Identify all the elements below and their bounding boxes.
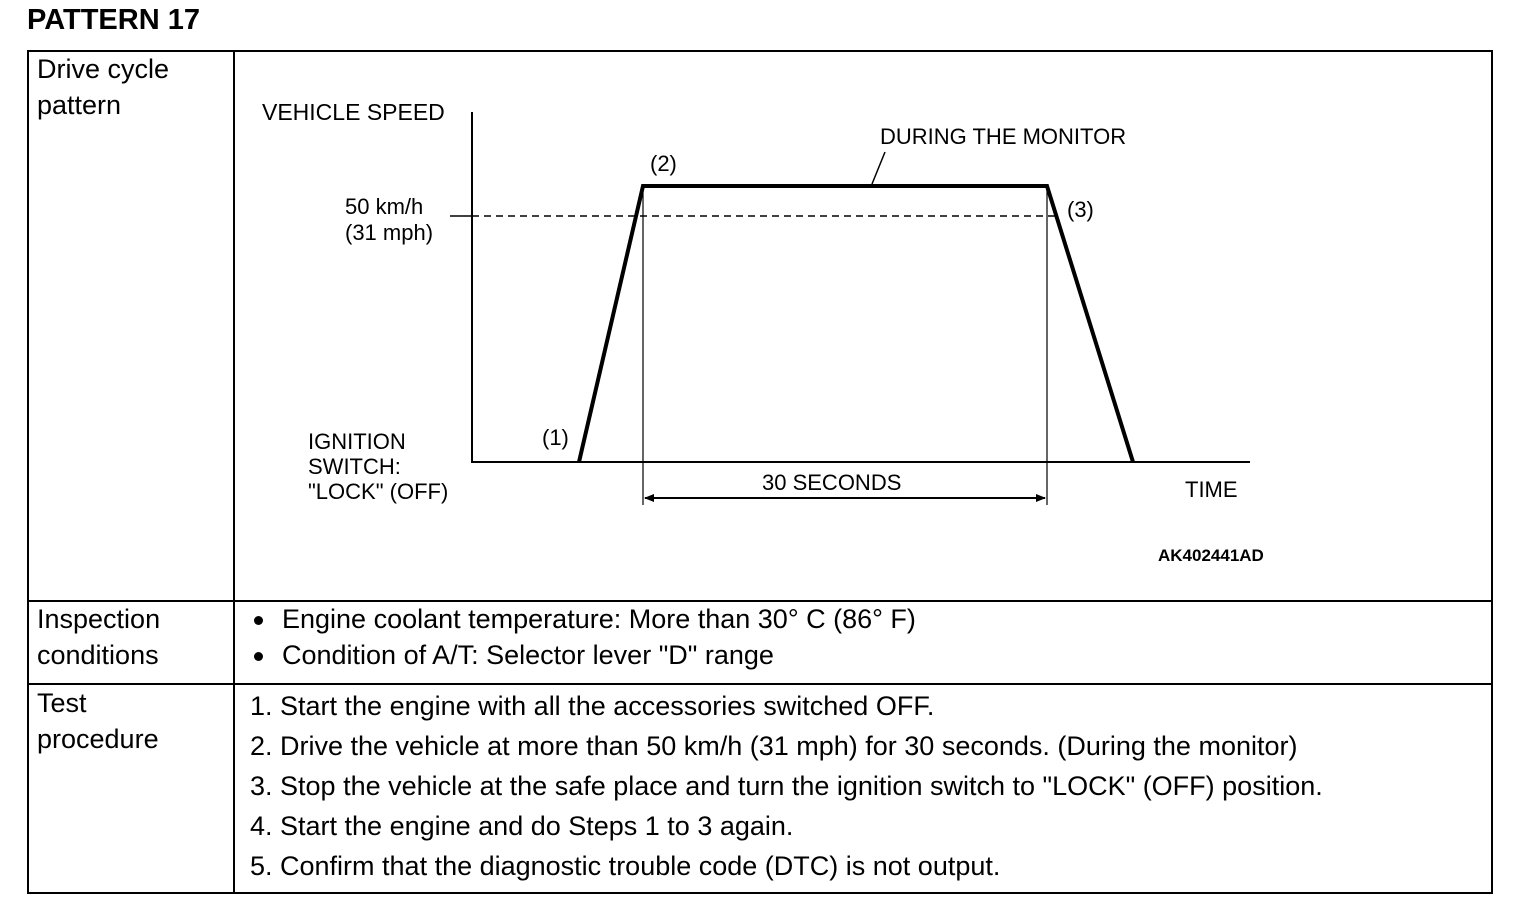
point-2-label: (2)	[650, 151, 677, 176]
list-item: 1. Start the engine with all the accessories switched OFF.	[250, 691, 935, 721]
monitor-label: DURING THE MONITOR	[880, 124, 1127, 149]
inspection-conditions-label: Inspection conditions	[37, 604, 161, 670]
list-item: 5. Confirm that the diagnostic trouble code (DTC) is not output.	[250, 851, 1001, 881]
point-1-label: (1)	[542, 425, 569, 450]
page-title: PATTERN 17	[27, 4, 200, 36]
point-3-label: (3)	[1067, 197, 1094, 222]
row-divider	[27, 683, 1493, 685]
drive-cycle-diagram	[235, 52, 1491, 598]
list-item: 2. Drive the vehicle at more than 50 km/h (31 mph) for 30 seconds. (During the monitor)	[250, 731, 1298, 761]
test-procedure-label: Test procedure	[37, 688, 159, 754]
list-item: 3. Stop the vehicle at the safe place and turn the ignition switch to "LOCK" (OFF) position.	[250, 771, 1323, 801]
drive-cycle-label: Drive cycle pattern	[37, 54, 170, 120]
list-item: 4. Start the engine and do Steps 1 to 3 again.	[250, 811, 794, 841]
list-item: Engine coolant temperature: More than 30° C (86° F)	[250, 601, 916, 637]
ignition-label-line3: "LOCK" (OFF)	[308, 479, 449, 504]
figure-code: AK402441AD	[1158, 546, 1264, 565]
x-axis-label: TIME	[1185, 477, 1238, 502]
speed-profile-line	[579, 186, 1133, 462]
ignition-label-line2: SWITCH:	[308, 454, 401, 479]
duration-label: 30 SECONDS	[762, 470, 902, 495]
inspection-conditions-list	[250, 601, 916, 673]
speed-value-kmh: 50 km/h	[345, 194, 424, 219]
monitor-leader-line	[872, 152, 885, 184]
y-axis-label: VEHICLE SPEED	[262, 99, 445, 125]
test-procedure-list	[250, 686, 1323, 886]
ignition-label-line1: IGNITION	[308, 429, 406, 454]
speed-value-mph: (31 mph)	[345, 220, 434, 245]
list-item: Condition of A/T: Selector lever "D" range	[250, 637, 916, 673]
